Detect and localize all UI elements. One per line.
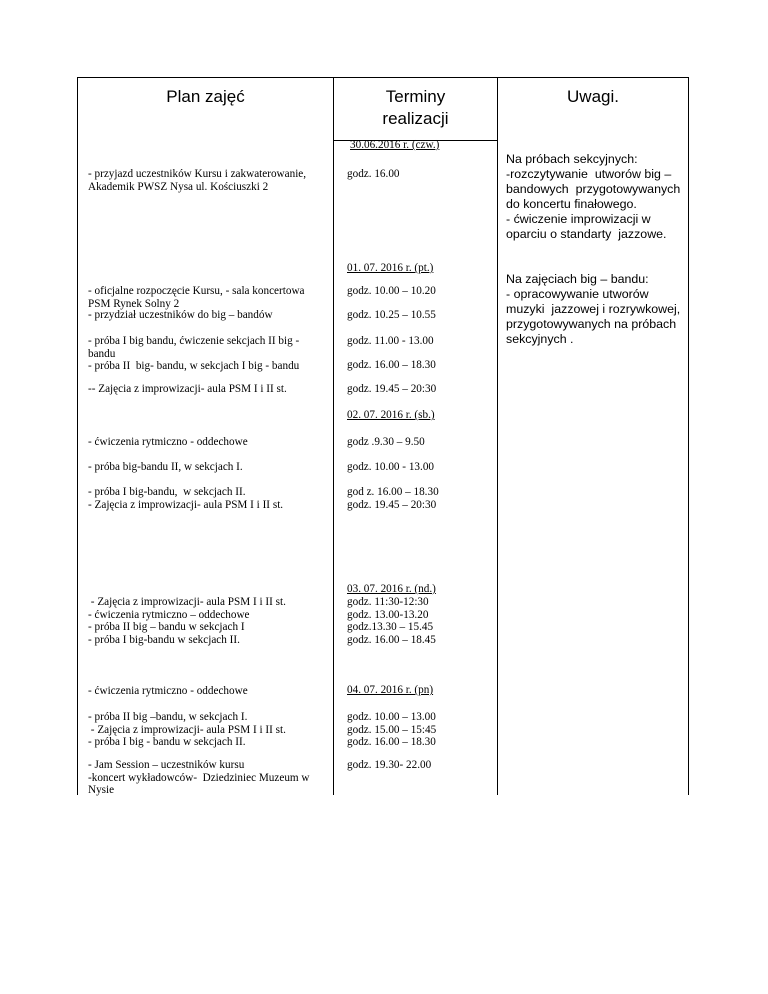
- time-entry-11: godz. 10.00 – 13.00 godz. 15.00 – 15:45 godz. 16.00 – 18.30: [347, 711, 437, 749]
- time-entry-6: godz. 19.45 – 20:30: [347, 383, 437, 395]
- time-entry-5: godz. 16.00 – 18.30: [347, 359, 436, 371]
- remarks-big-band-classes: Na zajęciach big – bandu: - opracowywanie utworów muzyki jazzowej i rozrywkowej, przygotowywanych na próbach sekcyjnych .: [506, 272, 681, 346]
- time-entry-7: godz .9.30 – 9.50: [347, 436, 425, 448]
- plan-entry-6: - ćwiczenia rytmiczno - oddechowe: [88, 436, 248, 448]
- plan-entry-12: - Jam Session – uczestników kursu -koncert wykładowców- Dziedziniec Muzeum w Nysie: [88, 759, 310, 797]
- date-02-07: 02. 07. 2016 r. (sb.): [347, 409, 435, 421]
- plan-entry-10: - ćwiczenia rytmiczno - oddechowe: [88, 685, 248, 697]
- time-entry-8: godz. 10.00 - 13.00: [347, 461, 435, 473]
- time-entry-12: godz. 19.30- 22.00: [347, 759, 432, 771]
- plan-entry-2: - oficjalne rozpoczęcie Kursu, - sala koncertowa PSM Rynek Solny 2: [88, 285, 305, 310]
- time-entry-10: godz. 11:30-12:30 godz. 13.00-13.20 godz.13.30 – 15.45 godz. 16.00 – 18.45: [347, 596, 436, 646]
- time-entry-2: godz. 10.00 – 10.20: [347, 285, 436, 297]
- column-divider-1: [333, 77, 334, 795]
- time-entry-9: god z. 16.00 – 18.30 godz. 19.45 – 20:30: [347, 486, 439, 511]
- table-top-border: [77, 77, 689, 78]
- time-entry-4: godz. 11.00 - 13.00: [347, 335, 434, 347]
- header-terminy: Terminy realizacji: [382, 87, 449, 128]
- plan-entry-1: - przyjazd uczestników Kursu i zakwaterowanie, Akademik PWSZ Nysa ul. Kościuszki 2: [88, 168, 307, 193]
- plan-entry-8: - próba I big-bandu, w sekcjach II. - Zajęcia z improwizacji- aula PSM I i II st.: [88, 486, 284, 511]
- date-30-06: 30.06.2016 r. (czw.): [350, 139, 440, 151]
- plan-entry-5: -- Zajęcia z improwizacji- aula PSM I i II st.: [88, 383, 287, 395]
- date-04-07: 04. 07. 2016 r. (pn): [347, 684, 434, 696]
- header-uwagi: Uwagi.: [567, 87, 619, 106]
- table-left-border: [77, 77, 78, 795]
- time-entry-1: godz. 16.00: [347, 168, 400, 180]
- date-01-07: 01. 07. 2016 r. (pt.): [347, 262, 434, 274]
- plan-entry-11: - próba II big –bandu, w sekcjach I. - Zajęcia z improwizacji- aula PSM I i II st. - próba I big - bandu w sekcjach II.: [88, 711, 286, 749]
- plan-entry-7: - próba big-bandu II, w sekcjach I.: [88, 461, 243, 473]
- column-divider-2: [497, 77, 498, 795]
- header-plan: Plan zajęć: [166, 87, 245, 106]
- plan-entry-9: - Zajęcia z improwizacji- aula PSM I i II st. - ćwiczenia rytmiczno – oddechowe - próba II big – bandu w sekcjach I - próba I big-bandu w sekcjach II.: [88, 596, 286, 646]
- time-entry-3: godz. 10.25 – 10.55: [347, 309, 436, 321]
- plan-entry-3: - przydział uczestników do big – bandów: [88, 309, 273, 321]
- table-right-border: [688, 77, 689, 795]
- remarks-sectional-rehearsals: Na próbach sekcyjnych: -rozczytywanie utworów big – bandowych przygotowywanych do koncertu finałowego. - ćwiczenie improwizacji w oparciu o standarty jazzowe.: [506, 152, 681, 241]
- plan-entry-4: - próba I big bandu, ćwiczenie sekcjach II big - bandu - próba II big- bandu, w sekcjach I big - bandu: [88, 335, 300, 373]
- date-03-07: 03. 07. 2016 r. (nd.): [347, 583, 436, 595]
